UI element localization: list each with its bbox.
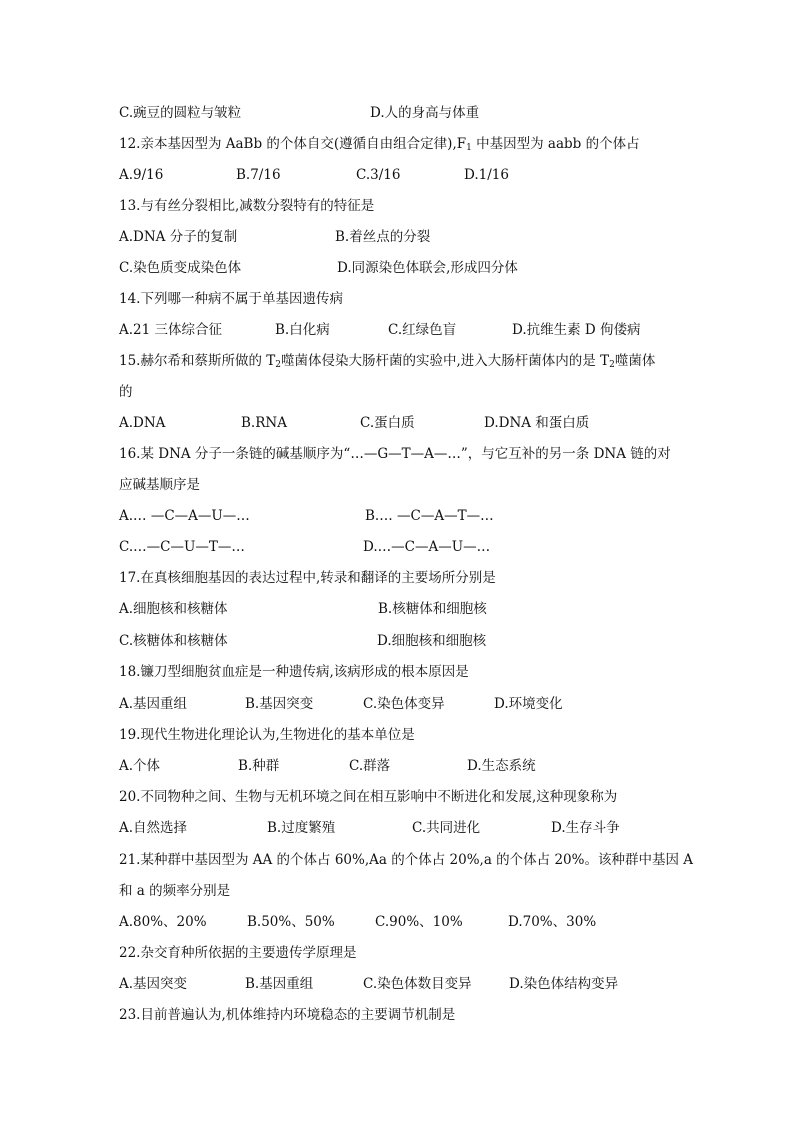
q21-stem: 21.某种群中基因型为 AA 的个体占 60%,Aa 的个体占 20%,a 的个体占 20%。该种群中基因 A xyxy=(119,852,693,868)
q22-option-a: A.基因突变 xyxy=(119,976,188,992)
q18-stem: 18.镰刀型细胞贫血症是一种遗传病,该病形成的根本原因是 xyxy=(119,664,469,680)
q22-stem: 22.杂交育种所依据的主要遗传学原理是 xyxy=(119,945,357,961)
q15-option-c: C.蛋白质 xyxy=(360,415,415,431)
q16-stem-cont: 应碱基顺序是 xyxy=(119,477,200,493)
q11-option-c: C.豌豆的圆粒与皱粒 xyxy=(119,105,242,121)
q21-option-b: B.50%、50% xyxy=(247,914,335,930)
q21-option-a: A.80%、20% xyxy=(119,914,207,930)
q13-option-c: C.染色质变成染色体 xyxy=(119,260,242,276)
q14-stem: 14.下列哪一种病不属于单基因遗传病 xyxy=(119,291,343,307)
q21-option-d: D.70%、30% xyxy=(508,914,597,930)
q19-option-c: C.群落 xyxy=(349,758,391,774)
q18-option-b: B.基因突变 xyxy=(245,696,314,712)
q17-stem: 17.在真核细胞基因的表达过程中,转录和翻译的主要场所分别是 xyxy=(119,570,496,586)
q15-stem-cont: 的 xyxy=(119,384,133,400)
q17-option-c: C.核糖体和核糖体 xyxy=(119,633,228,649)
q12-option-c: C.3/16 xyxy=(356,167,401,183)
q11-option-d: D.人的身高与体重 xyxy=(370,105,480,121)
q21-stem-cont: 和 a 的频率分别是 xyxy=(119,883,231,899)
q15-option-d: D.DNA 和蛋白质 xyxy=(484,415,590,431)
q21-option-c: C.90%、10% xyxy=(375,914,463,930)
q12-option-a: A.9/16 xyxy=(119,167,164,183)
q12-option-d: D.1/16 xyxy=(464,167,509,183)
q16-stem: 16.某 DNA 分子一条链的碱基顺序为“…—G—T—A—…”，与它互补的另一条 DNA 链的对 xyxy=(119,446,671,462)
q22-option-d: D.染色体结构变异 xyxy=(509,976,619,992)
q20-option-c: C.共同进化 xyxy=(412,820,481,836)
q14-option-d: D.抗维生素 D 佝偻病 xyxy=(512,322,641,338)
q18-option-d: D.环境变化 xyxy=(494,696,563,712)
q22-option-c: C.染色体数目变异 xyxy=(363,976,472,992)
q22-option-b: B.基因重组 xyxy=(245,976,314,992)
q15-option-b: B.RNA xyxy=(241,415,287,431)
q16-option-b: B.… —C—A—T—… xyxy=(365,508,494,524)
q13-option-d: D.同源染色体联会,形成四分体 xyxy=(337,260,518,276)
q18-option-c: C.染色体变异 xyxy=(363,696,445,712)
q16-option-d: D.…—C—A—U—… xyxy=(363,539,491,555)
q16-option-a: A.… —C—A—U—… xyxy=(119,508,250,524)
q20-stem: 20.不同物种之间、生物与无机环境之间在相互影响中不断进化和发展,这种现象称为 xyxy=(119,789,618,805)
q14-option-a: A.21 三体综合征 xyxy=(119,322,223,338)
q15-stem: 15.赫尔希和蔡斯所做的 $T_2$噬菌体侵染大肠杆菌的实验中,进入大肠杆菌体内的是 $T_2$噬菌体 xyxy=(119,353,656,370)
q19-option-a: A.个体 xyxy=(119,758,161,774)
q13-option-a: A.DNA 分子的复制 xyxy=(119,229,238,245)
q14-option-c: C.红绿色盲 xyxy=(388,322,457,338)
q15-option-a: A.DNA xyxy=(119,415,166,431)
q12-option-b: B.7/16 xyxy=(236,167,281,183)
q14-option-b: B.白化病 xyxy=(275,322,330,338)
q13-option-b: B.着丝点的分裂 xyxy=(335,229,431,245)
q20-option-a: A.自然选择 xyxy=(119,820,188,836)
q19-option-d: D.生态系统 xyxy=(467,758,536,774)
q20-option-d: D.生存斗争 xyxy=(551,820,620,836)
q23-stem: 23.目前普遍认为,机体维持内环境稳态的主要调节机制是 xyxy=(119,1007,456,1023)
q19-stem: 19.现代生物进化理论认为,生物进化的基本单位是 xyxy=(119,727,415,743)
q12-stem: 12.亲本基因型为 AaBb 的个体自交(遵循自由组合定律)$,F_1$ 中基因型为 aabb 的个体占 xyxy=(119,136,640,153)
q20-option-b: B.过度繁殖 xyxy=(267,820,336,836)
q16-option-c: C.…—C—U—T—… xyxy=(119,539,245,555)
q17-option-b: B.核糖体和细胞核 xyxy=(378,601,487,617)
q17-option-d: D.细胞核和细胞核 xyxy=(377,633,487,649)
q13-stem: 13.与有丝分裂相比,减数分裂特有的特征是 xyxy=(119,198,375,214)
q17-option-a: A.细胞核和核糖体 xyxy=(119,601,228,617)
q19-option-b: B.种群 xyxy=(238,758,280,774)
q18-option-a: A.基因重组 xyxy=(119,696,188,712)
